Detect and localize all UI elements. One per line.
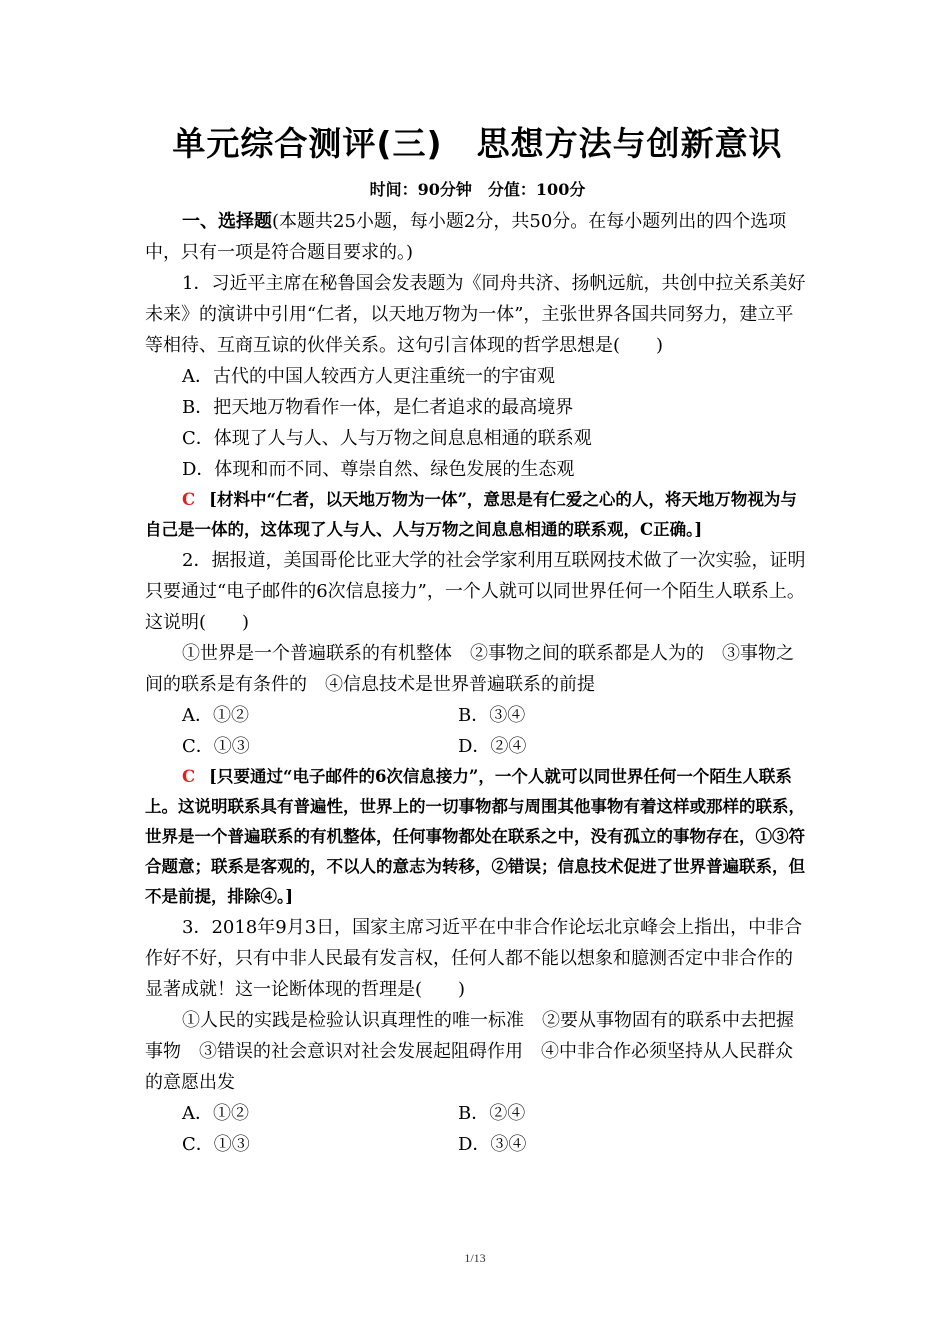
question-3-option-a: A．①② [182, 1103, 249, 1124]
question-3-stem: 3．2018年9月3日，国家主席习近平在中非合作论坛北京峰会上指出，中非合作好不好，只有中非人民最有发言权，任何人都不能以想象和臆测否定中非合作的显著成就！这一论断体现的哲理是( ) [145, 917, 803, 1000]
question-1-stem: 1．习近平主席在秘鲁国会发表题为《同舟共济、扬帆远航，共创中拉关系美好未来》的演讲中引用“仁者，以天地万物为一体”，主张世界各国共同努力，建立平等相待、互商互谅的伙伴关系。这句引言体现的哲学思想是( ) [145, 273, 806, 356]
question-3-option-c: C．①③ [182, 1134, 250, 1155]
exam-meta: 时间：90分钟 分值：100分 [369, 180, 586, 199]
answer-explanation: [材料中“仁者，以天地万物为一体”，意思是有仁爱之心的人，将天地万物视为与自己是一体的，这体现了人与人、人与万物之间息息相通的联系观，C正确。] [145, 490, 797, 539]
page-title: 单元综合测评(三) 思想方法与创新意识 [172, 124, 783, 163]
question-3-options-row-2 [145, 1129, 810, 1160]
question-3-options-row-1 [145, 1098, 810, 1129]
question-3-option-d: D．③④ [458, 1134, 527, 1155]
question-3-option-b: B．②④ [458, 1103, 526, 1124]
question-2-option-c: C．①③ [182, 736, 250, 757]
page-number: 1/13 [464, 1251, 486, 1265]
question-2-statements: ①世界是一个普遍联系的有机整体 ②事物之间的联系都是人为的 ③事物之间的联系是有条件的 ④信息技术是世界普遍联系的前提 [145, 643, 794, 695]
question-1-answer [145, 485, 810, 545]
question-1-option-b: B．把天地万物看作一体，是仁者追求的最高境界 [182, 397, 574, 418]
question-2-options-row-2 [145, 731, 810, 762]
question-2-option-a: A．①② [182, 705, 249, 726]
question-1-option-d: D．体现和而不同、尊崇自然、绿色发展的生态观 [182, 459, 575, 480]
question-2-options-row-1 [145, 700, 810, 731]
question-2-option-d: D．②④ [458, 736, 527, 757]
question-3-statements: ①人民的实践是检验认识真理性的唯一标准 ②要从事物固有的联系中去把握事物 ③错误的社会意识对社会发展起阻碍作用 ④中非合作必须坚持从人民群众的意愿出发 [145, 1010, 794, 1093]
section-header: 一、选择题 [182, 211, 272, 232]
question-2-stem: 2．据报道，美国哥伦比亚大学的社会学家利用互联网技术做了一次实验，证明只要通过“电子邮件的6次信息接力”，一个人就可以同世界任何一个陌生人联系上。这说明( ) [145, 550, 806, 633]
section-note: (本题共25小题，每小题2分，共50分。在每小题列出的四个选项中，只有一项是符合题目要求的。) [145, 211, 787, 263]
question-1-option-a: A．古代的中国人较西方人更注重统一的宇宙观 [182, 366, 555, 387]
answer-key: C [182, 767, 196, 786]
question-1-option-c: C．体现了人与人、人与万物之间息息相通的联系观 [182, 428, 592, 449]
section-intro [145, 206, 810, 268]
question-2-answer [145, 762, 810, 912]
answer-explanation: [只要通过“电子邮件的6次信息接力”，一个人就可以同世界任何一个陌生人联系上。这说明联系具有普遍性，世界上的一切事物都与周围其他事物有着这样或那样的联系，世界是一个普遍联系的有机整体，任何事物都处在联系之中，没有孤立的事物存在，①③符合题意；联系是客观的，不以人的意志为转移，②错误；信息技术促进了世界普遍联系，但不是前提，排除④。] [145, 767, 805, 906]
answer-key: C [182, 490, 196, 509]
document-page [145, 118, 810, 1160]
question-2-option-b: B．③④ [458, 705, 526, 726]
